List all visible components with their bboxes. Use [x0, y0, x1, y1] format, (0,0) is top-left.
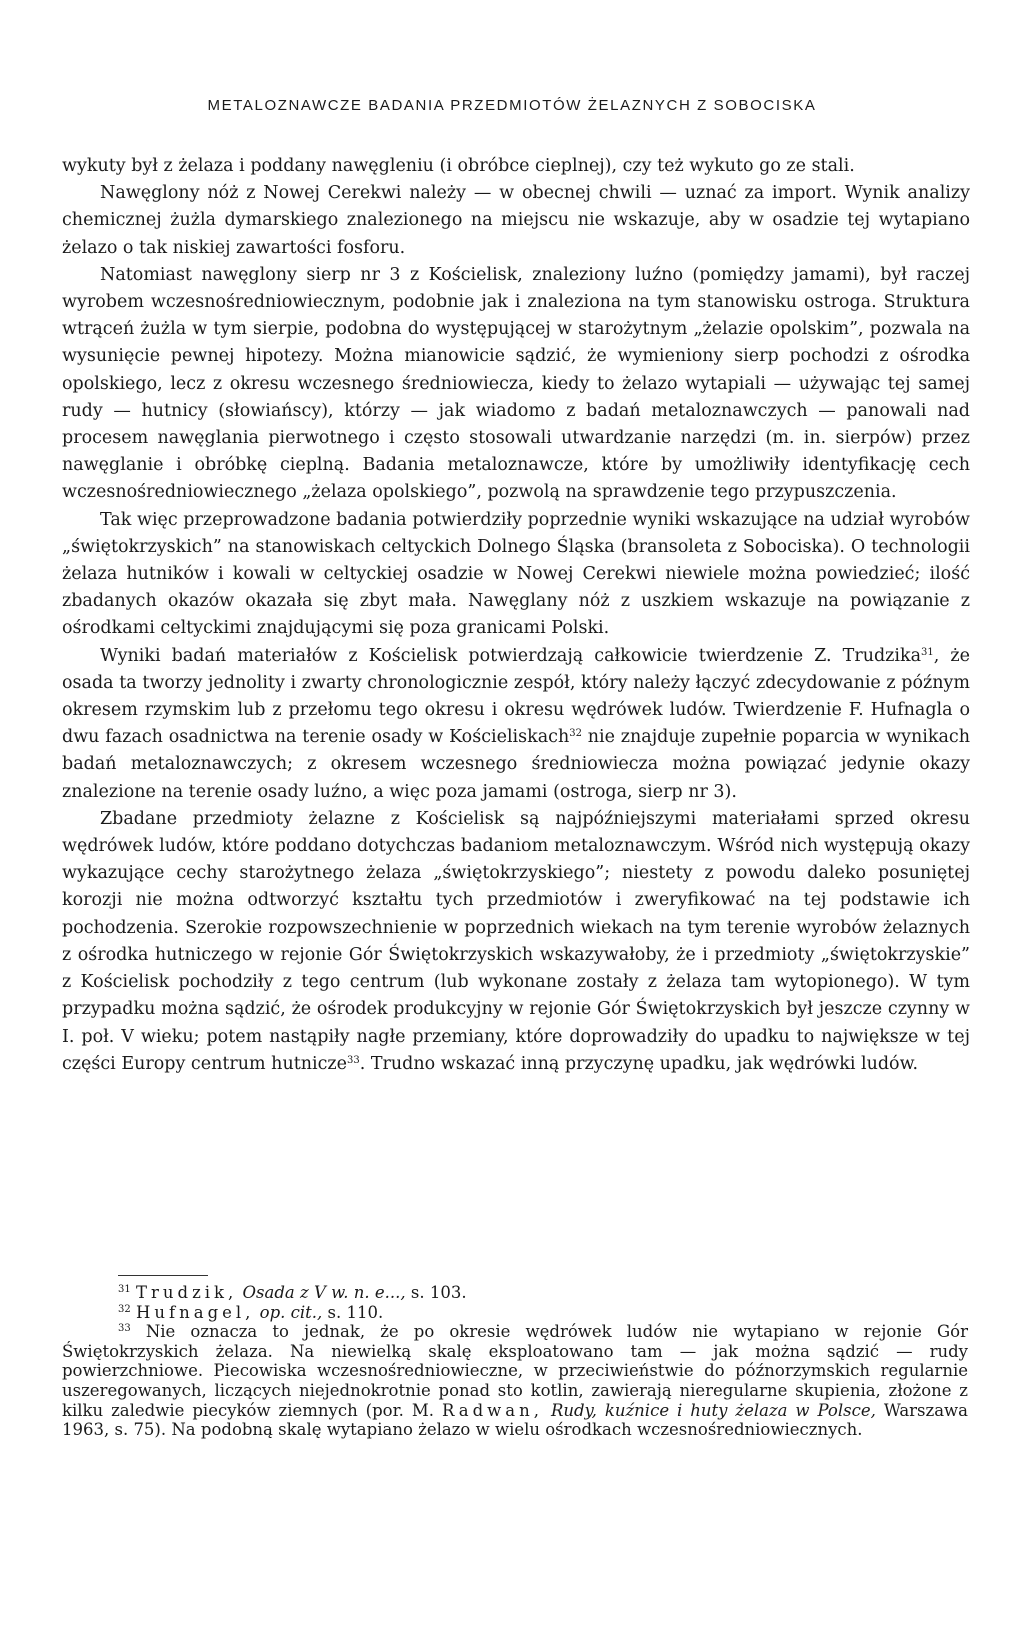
footnote-33-title: Rudy, kuźnice i huty żelaza w Polsce,	[550, 1400, 876, 1420]
footnote-ref-33[interactable]: 33	[347, 1054, 360, 1066]
footnote-32-author: Hufnagel,	[135, 1302, 255, 1322]
running-header: METALOZNAWCZE BADANIA PRZEDMIOTÓW ŻELAZNYCH Z SOBOCISKA	[207, 97, 817, 114]
paragraph-6-part-a: Zbadane przedmioty żelazne z Kościelisk są najpóźniejszymi materiałami sprzed okresu wędrówek ludów, które poddano dotychczas badaniom metaloznawczym. Wśród nich występują okazy wykazujące cechy starożytnego żelaza „świętokrzyskiego”; niestety z powodu daleko posuniętej korozji nie można odtworzyć kształtu tych przedmiotów i zweryfikować na tej podstawie ich pochodzenia. Szerokie rozpowszechnienie w poprzednich wiekach na tym terenie wyrobów żelaznych z ośrodka hutniczego w rejonie Gór Świętokrzyskich wskazywałoby, że i przedmioty „świętokrzyskie” z Kościelisk pochodziły z tego centrum (lub wykonane zostały z żelaza tam wytopionego). W tym przypadku można sądzić, że ośrodek produkcyjny w rejonie Gór Świętokrzyskich był jeszcze czynny w I. poł. V wieku; potem nastąpiły nagłe przemiany, które doprowadziły do upadku to największe w tej części Europy centrum hutnicze	[62, 808, 970, 1074]
footnote-31-title: Osada z V w. n. e...,	[242, 1283, 406, 1302]
paragraph-5	[62, 643, 970, 806]
footnote-33-number: 33	[118, 1323, 131, 1335]
footnote-33	[62, 1322, 968, 1440]
footnote-31-author: Trudzik,	[135, 1283, 238, 1302]
footnote-32-page: s. 110.	[327, 1302, 384, 1322]
footnotes	[62, 1283, 968, 1440]
paragraph-3: Natomiast nawęglony sierp nr 3 z Kościelisk, znaleziony luźno (pomiędzy jamami), był raczej wyrobem wczesnośredniowiecznym, podobnie jak i znaleziona na tym stanowisku ostroga. Struktura wtrąceń żużla w tym sierpie, podobna do występującej w starożytnym „żelazie opolskim”, pozwala na wysunięcie pewnej hipotezy. Można mianowicie sądzić, że wymieniony sierp pochodzi z ośrodka opolskiego, lecz z okresu wczesnego średniowiecza, kiedy to żelazo wytapiali — używając tej samej rudy — hutnicy (słowiańscy), którzy — jak wiadomo z badań metaloznawczych — panowali nad procesem nawęglania pierwotnego i często stosowali utwardzanie narzędzi (m. in. sierpów) przez nawęglanie i obróbkę cieplną. Badania metaloznawcze, które by umożliwiły identyfikację cech wczesnośredniowiecznego „żelaza opolskiego”, pozwolą na sprawdzenie tego przypuszczenia.	[62, 264, 970, 503]
footnote-33-author: Radwan,	[441, 1400, 543, 1420]
footnote-separator	[118, 1275, 208, 1276]
footnote-32-number: 32	[118, 1303, 131, 1315]
paragraph-5-part-c: nie znajduje zupełnie poparcia w wynikach badań metaloznawczych; z okresem wczesnego średniowiecza można powiązać jedynie okazy znalezione na terenie osady luźno, a więc poza jamami (ostroga, sierp nr 3).	[62, 727, 970, 802]
paragraph-5-part-b: , że osada ta tworzy jednolity i zwarty chronologicznie zespół, który należy łączyć zdecydowanie z późnym okresem rzymskim lub z przełomu tego okresu i okresu wędrówek ludów. Twierdzenie F. Hufnagla o dwu fazach osadnictwa na terenie osady w Kościeliskach	[62, 645, 970, 748]
paragraph-2: Nawęglony nóż z Nowej Cerekwi należy — w obecnej chwili — uznać za import. Wynik analizy chemicznej żużla dymarskiego znalezionego na miejscu nie wskazuje, aby w osadzie tej wytapiano żelazo o tak niskiej zawartości fosforu.	[62, 183, 970, 258]
footnote-31-number: 31	[118, 1284, 131, 1295]
footnote-33-text-b: Warszawa 1963, s. 75). Na podobną skalę wytapiano żelazo w wielu ośrodkach wczesnośredniowiecznych.	[62, 1400, 969, 1440]
paragraph-4: Tak więc przeprowadzone badania potwierdziły poprzednie wyniki wskazujące na udział wyrobów „świętokrzyskich” na stanowiskach celtyckich Dolnego Śląska (bransoleta z Sobociska). O technologii żelaza hutników i kowali w celtyckiej osadzie w Nowej Cerekwi niewiele można powiedzieć; ilość zbadanych okazów okazała się zbyt mała. Nawęglany nóż z uszkiem wskazuje na powiązanie z ośrodkami celtyckimi znajdującymi się poza granicami Polski.	[62, 509, 970, 639]
body-text	[62, 153, 970, 1078]
footnote-31	[62, 1283, 968, 1303]
footnote-32	[62, 1303, 968, 1323]
paragraph-6-part-b: . Trudno wskazać inną przyczynę upadku, jak wędrówki ludów.	[359, 1053, 919, 1074]
footnote-31-page: s. 103.	[410, 1283, 467, 1302]
paragraph-5-part-a: Wyniki badań materiałów z Kościelisk potwierdzają całkowicie twierdzenie Z. Trudzika	[100, 645, 922, 666]
footnote-ref-31[interactable]: 31	[921, 646, 934, 658]
footnote-33-text-a: Nie oznacza to jednak, że po okresie wędrówek ludów nie wytapiano w rejonie Gór Świętokrzyskich żelaza. Na niewielką skalę eksploatowano tam — jak można sądzić — rudy powierzchniowe. Piecowiska wczesnośredniowieczne, w przeciwieństwie do późnorzymskich regularnie uszeregowanych, liczących niejednokrotnie ponad sto kotlin, zawierają nieregularne skupienia, złożone z kilku zaledwie piecyków ziemnych (por. M.	[62, 1322, 969, 1420]
footnote-ref-32[interactable]: 32	[569, 728, 582, 740]
paragraph-1: wykuty był z żelaza i poddany nawęgleniu (i obróbce cieplnej), czy też wykuto go ze stali.	[62, 156, 855, 176]
paragraph-6	[62, 806, 970, 1078]
footnote-32-title: op. cit.,	[259, 1302, 323, 1322]
